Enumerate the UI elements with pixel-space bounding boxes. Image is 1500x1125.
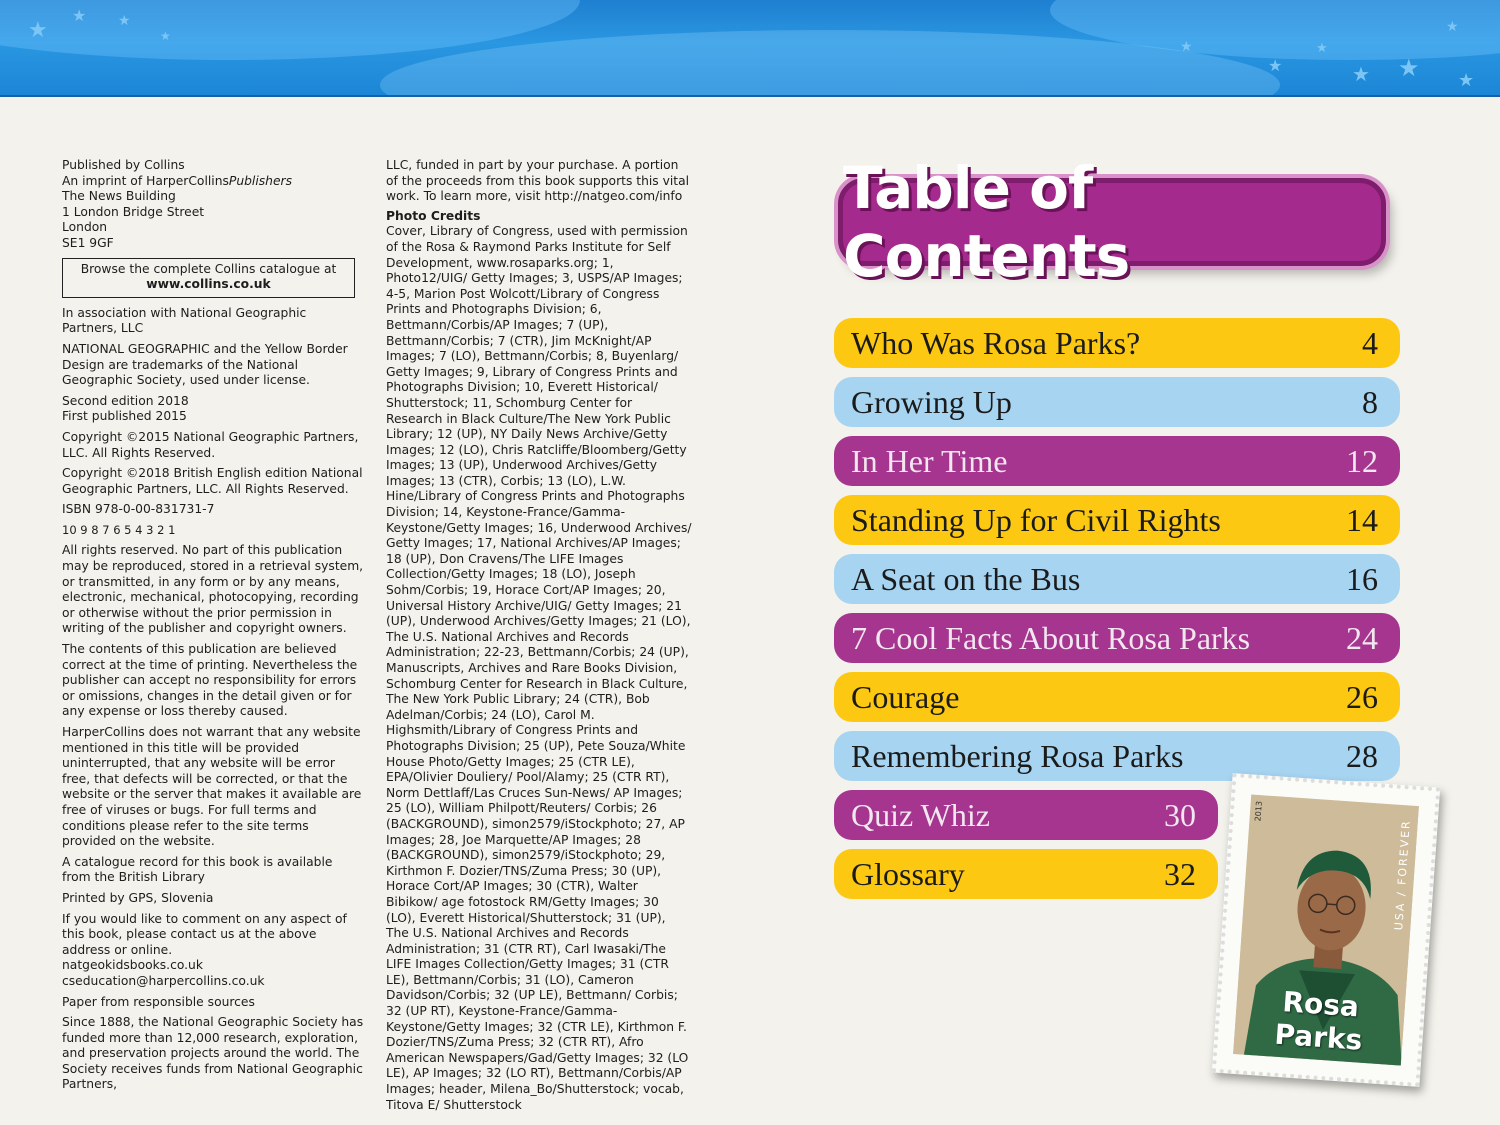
star-icon: ★ xyxy=(1446,19,1459,35)
catalogue-url[interactable]: www.collins.co.uk xyxy=(146,277,271,292)
printline-text: 10 9 8 7 6 5 4 3 2 1 xyxy=(62,522,176,537)
header-banner xyxy=(0,0,1500,97)
address-line: Published by Collins xyxy=(62,158,185,172)
isbn-text: ISBN 978-0-00-831731-7 xyxy=(62,502,215,517)
rights-text: All rights reserved. No part of this publication may be reproduced, stored in a retrieval system, or transmitted, in any form or by any means, electronic, mechanical, photocopying, recording or otherwise without the prior permission in writing of the publisher and copyright owners. xyxy=(62,543,364,636)
stamp-year: 2013 xyxy=(1253,800,1264,822)
star-icon: ★ xyxy=(118,13,131,29)
toc-entry-page: 24 xyxy=(1346,619,1378,656)
copyright-text: Copyright ©2018 British English edition National Geographic Partners, LLC. All Rights Reserved. xyxy=(62,466,363,496)
website-link[interactable]: natgeokidsbooks.co.uk xyxy=(62,958,203,973)
paper-text: Paper from responsible sources xyxy=(62,994,255,1009)
star-icon: ★ xyxy=(28,18,48,43)
toc-entry-label: Courage xyxy=(851,678,960,715)
address-line: London xyxy=(62,220,108,235)
toc-entry-label: A Seat on the Bus xyxy=(851,560,1081,597)
toc-entry-label: Who Was Rosa Parks? xyxy=(851,324,1141,361)
toc-entry-label: In Her Time xyxy=(851,442,1008,479)
imprint-column xyxy=(62,158,364,1098)
star-icon: ★ xyxy=(1352,62,1370,86)
catalogue-record: A catalogue record for this book is available from the British Library xyxy=(62,854,333,885)
comment-block xyxy=(62,912,364,990)
stamp-portrait xyxy=(1233,794,1419,1065)
imprint-name: An imprint of HarperCollins xyxy=(62,173,229,188)
star-icon: ★ xyxy=(1398,54,1420,82)
toc-entry-page: 4 xyxy=(1362,324,1378,361)
copyright-text: Copyright ©2015 National Geographic Partners, LLC. All Rights Reserved. xyxy=(62,429,359,460)
toc-entry-page: 26 xyxy=(1346,678,1378,715)
toc-entry-page: 16 xyxy=(1346,560,1378,597)
toc-entry[interactable] xyxy=(834,849,1218,899)
credits-column xyxy=(386,158,692,1113)
toc-entry-label: Growing Up xyxy=(851,383,1012,420)
association-text: In association with National Geographic Partners, LLC xyxy=(62,305,307,336)
toc-entry[interactable] xyxy=(834,436,1400,486)
toc-entry[interactable] xyxy=(834,731,1400,781)
star-icon: ★ xyxy=(1458,70,1475,91)
stamp-name: Rosa Parks xyxy=(1273,985,1364,1057)
toc-entry-label: Remembering Rosa Parks xyxy=(851,737,1184,774)
website-note: HarperCollins does not warrant that any website mentioned in this title will be provided uninterrupted, that any website will be error free, that defects will be corrected, or that the website or the server that makes it available are free of viruses or bugs. For full terms and conditions please refer to the site terms provided on the website. xyxy=(62,725,362,849)
toc-entry-page: 14 xyxy=(1346,501,1378,538)
toc-entry-page: 30 xyxy=(1164,796,1196,833)
star-icon: ★ xyxy=(1268,56,1283,75)
toc-entry[interactable] xyxy=(834,672,1400,722)
toc-entry[interactable] xyxy=(834,613,1400,663)
toc-entry-label: 7 Cool Facts About Rosa Parks xyxy=(851,619,1251,656)
catalogue-box xyxy=(62,258,355,298)
rosa-parks-stamp xyxy=(1212,773,1440,1087)
imprint-italic: Publishers xyxy=(228,173,292,188)
toc-entry[interactable] xyxy=(834,318,1400,368)
star-icon: ★ xyxy=(160,29,171,43)
star-icon: ★ xyxy=(1180,39,1193,55)
address-line xyxy=(62,174,364,190)
toc-entry[interactable] xyxy=(834,495,1400,545)
star-icon: ★ xyxy=(72,6,87,25)
stamp-denomination: USA / FOREVER xyxy=(1392,818,1413,931)
toc-entry-label: Glossary xyxy=(851,855,965,892)
star-icon: ★ xyxy=(1316,41,1328,56)
page-title: Table of Contents xyxy=(843,154,1130,290)
toc-entry[interactable] xyxy=(834,554,1400,604)
trademark-text: NATIONAL GEOGRAPHIC and the Yellow Border Design are trademarks of the National Geographic Society, used under license. xyxy=(62,341,348,388)
address-line: The News Building xyxy=(62,189,176,204)
toc-entry[interactable] xyxy=(834,790,1218,840)
printed-by: Printed by GPS, Slovenia xyxy=(62,890,214,905)
edition-text xyxy=(62,394,364,425)
email-link[interactable]: cseducation@harpercollins.co.uk xyxy=(62,973,265,988)
edition-line: First published 2015 xyxy=(62,409,187,424)
toc-title-badge xyxy=(838,154,1386,290)
address-line: 1 London Bridge Street xyxy=(62,204,205,219)
photo-credits-heading: Photo Credits xyxy=(386,208,481,223)
photo-credits-body: Cover, Library of Congress, used with permission of the Rosa & Raymond Parks Institute for Self Development, www.rosaparks.org; 1, Photo12/UIG/ Getty Images; 3, USPS/AP Images; 4-5, Marion Post Wolcott/Library of Congress Prints and Photographs Division; 6, Bettmann/Corbis/AP Images; 7 (UP), Bettmann/Corbis; 7 (CTR), Jim McKnight/AP Images; 7 (LO), Bettmann/Corbis; 8, Buyenlarg/ Getty Images; 9, Library of Congress Prints and Photographs Division; 10, Everett Historical/ Shutterstock; 11, Schomburg Center for Research in Black Culture/The New York Public Library; 12 (UP), NY Daily News Archive/Getty Images; 12 (LO), Chris Ratcliffe/Bloomberg/Getty Images; 13 (UP), Underwood Archives/Getty Images; 13 (CTR), Corbis; 13 (LO), L.W. Hine/Library of Congress Prints and Photographs Division; 14, Keystone-France/Gamma- Keystone/Getty Images; 16, Underwood Archives/ Getty Images; 17, National Archives/AP Images; 18 (UP), Don Cravens/The LIFE Images Collection/Getty Images; 18 (LO), Joseph Sohm/Corbis; 19, Horace Cort/AP Images; 20, Universal History Archive/UIG/ Getty Images; 21 (UP), Underwood Archives/Getty Images; 21 (LO), The U.S. National Archives and Records Administration; 22-23, Bettmann/Corbis; 24 (UP), Manuscripts, Archives and Rare Books Division, Schomburg Center for Research in Black Culture, The New York Public Library; 24 (CTR), Bob Adelman/Corbis; 24 (LO), Carol M. Highsmith/Library of Congress Prints and Photographs Division; 25 (UP), Pete Souza/White House Photo/Getty Images; 25 (CTR LE), EPA/Olivier Douliery/ Pool/Alamy; 25 (CTR RT), Norm Dettlaff/Las Cruces Sun-News/ AP Images; 25 (LO), William Philpott/Reuters/ Corbis; 26 (BACKGROUND), simon2579/iStockphoto; 27, AP Images; 28, Joe Marquette/AP Images; 28 (BACKGROUND), simon2579/iStockphoto; 29, Kirthmon F. Dozier/TNS/Zuma Press; 30 (UP), Horace Cort/AP Images; 30 (CTR), Walter Bibikow/ age fotostock RM/Getty Images; 30 (LO), Everett Historical/Shutterstock; 31 (UP), The U.S. National Archives and Records Administration; 31 (CTR RT), Carl Iwasaki/The LIFE Images Collection/Getty Images; 31 (CTR LE), Bettmann/Corbis; 31 (LO), Cameron Davidson/Corbis; 32 (UP LE), Bettmann/ Corbis; 32 (UP RT), Keystone-France/Gamma- Keystone/Getty Images; 32 (CTR LE), Kirthmon F. Dozier/TNS/Zuma Press; 32 (CTR RT), Afro American Newspapers/Gad/Getty Images; 32 (LO LE), AP Images; 32 (LO RT), Bettmann/Corbis/AP Images; header, Milena_Bo/Shutterstock; vocab, Titova E/ Shutterstock xyxy=(386,224,692,1112)
toc-entry-label: Standing Up for Civil Rights xyxy=(851,501,1221,538)
credits-intro: LLC, funded in part by your purchase. A portion of the proceeds from this book supports this vital work. To learn more, visit http://natgeo.com/info xyxy=(386,158,690,204)
comment-text: If you would like to comment on any aspect of this book, please contact us at the above address or online. xyxy=(62,911,347,957)
contents-note: The contents of this publication are believed correct at the time of printing. Nevertheless the publisher can accept no responsibility for errors or omissions, changes in the detail given or for any expense or loss thereby caused. xyxy=(62,642,358,719)
society-text: Since 1888, the National Geographic Society has funded more than 12,000 research, exploration, and preservation projects around the world. The Society receives funds from National Geographic Partners, xyxy=(62,1015,364,1092)
toc-entry-page: 32 xyxy=(1164,855,1196,892)
catalogue-text: Browse the complete Collins catalogue at xyxy=(80,261,337,276)
toc-entry[interactable] xyxy=(834,377,1400,427)
publisher-address xyxy=(62,158,364,252)
toc-entry-label: Quiz Whiz xyxy=(851,796,990,833)
toc-entry-page: 8 xyxy=(1362,383,1378,420)
toc-entry-page: 12 xyxy=(1346,442,1378,479)
address-line: SE1 9GF xyxy=(62,235,114,250)
edition-line: Second edition 2018 xyxy=(62,393,189,408)
toc-entry-page: 28 xyxy=(1346,737,1378,774)
